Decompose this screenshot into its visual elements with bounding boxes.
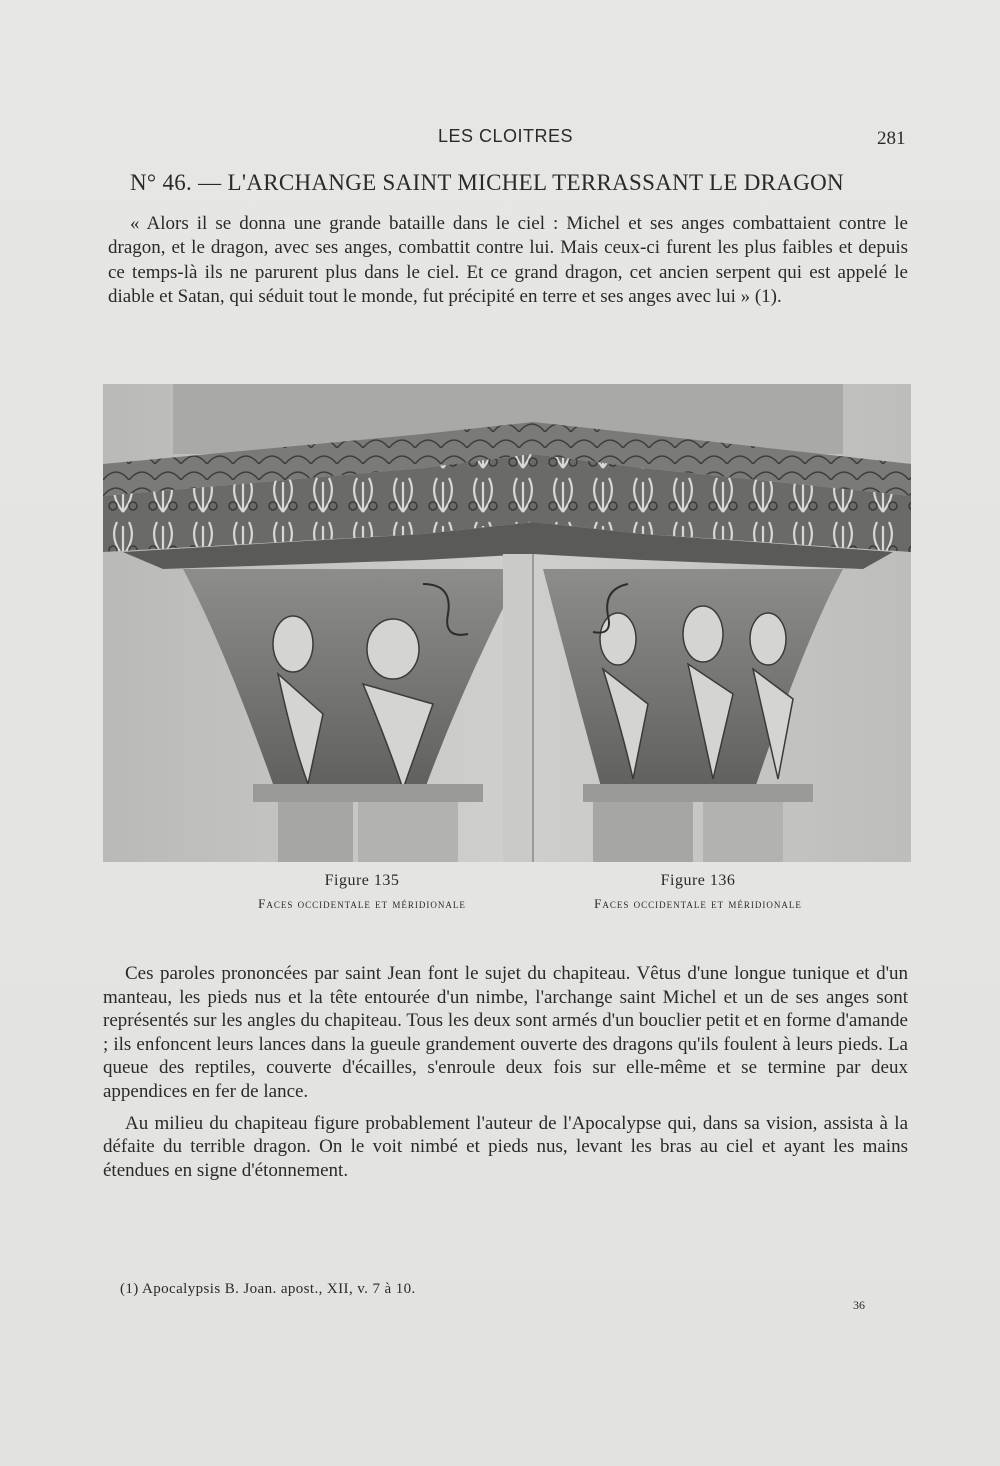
capital-sculpture-image: [103, 384, 911, 862]
figure-label: Figure 135: [324, 872, 400, 889]
figure-label: Figure 136: [660, 872, 736, 889]
running-title: LES CLOITRES: [438, 126, 574, 146]
figure-caption-136: [548, 872, 848, 912]
signature-mark: 36: [853, 1298, 865, 1312]
intro-quote: « Alors il se donna une grande bataille dans le ciel : Michel et ses anges combattaient contre le dragon, et le dragon, avec ses anges, combattit contre lui. Mais ceux-ci furent les plus faibles et depuis ce temps-là ils ne parurent plus dans le ciel. Et ce grand dragon, cet ancien serpent qui est appelé le diable et Satan, qui séduit tout le monde, fut précipité en terre et ses anges avec lui » (1).: [108, 213, 908, 308]
page-number: 281: [877, 128, 906, 149]
body-text: [103, 962, 908, 1190]
capital-photograph: [103, 384, 911, 862]
figure-subtitle: Faces occidentale et méridionale: [258, 896, 466, 911]
footnote: (1) Apocalypsis B. Joan. apost., XII, v. 7 à 10.: [120, 1281, 416, 1297]
figure-caption-135: [212, 872, 512, 912]
paragraph: Ces paroles prononcées par saint Jean font le sujet du chapiteau. Vêtus d'une longue tunique et d'un manteau, les pieds nus et la tête entourée d'un nimbe, l'archange saint Michel et un de ses anges sont représentés sur les angles du chapiteau. Tous les deux sont armés d'un bouclier petit et en forme d'amande ; ils enfoncent leurs lances dans la gueule grandement ouverte des dragons qu'ils foulent à leurs pieds. La queue des reptiles, couverte d'écailles, s'enroule deux fois sur elle-même et se termine par deux appendices en fer de lance.: [103, 963, 908, 1102]
section-heading: N° 46. — L'ARCHANGE SAINT MICHEL TERRASSANT LE DRAGON: [130, 170, 844, 195]
paragraph: Au milieu du chapiteau figure probablement l'auteur de l'Apocalypse qui, dans sa vision, assista à la défaite du terrible dragon. On le voit nimbé et pieds nus, levant les bras au ciel et ayant les mains étendues en signe d'étonnement.: [103, 1112, 908, 1181]
figure-subtitle: Faces occidentale et méridionale: [594, 896, 802, 911]
